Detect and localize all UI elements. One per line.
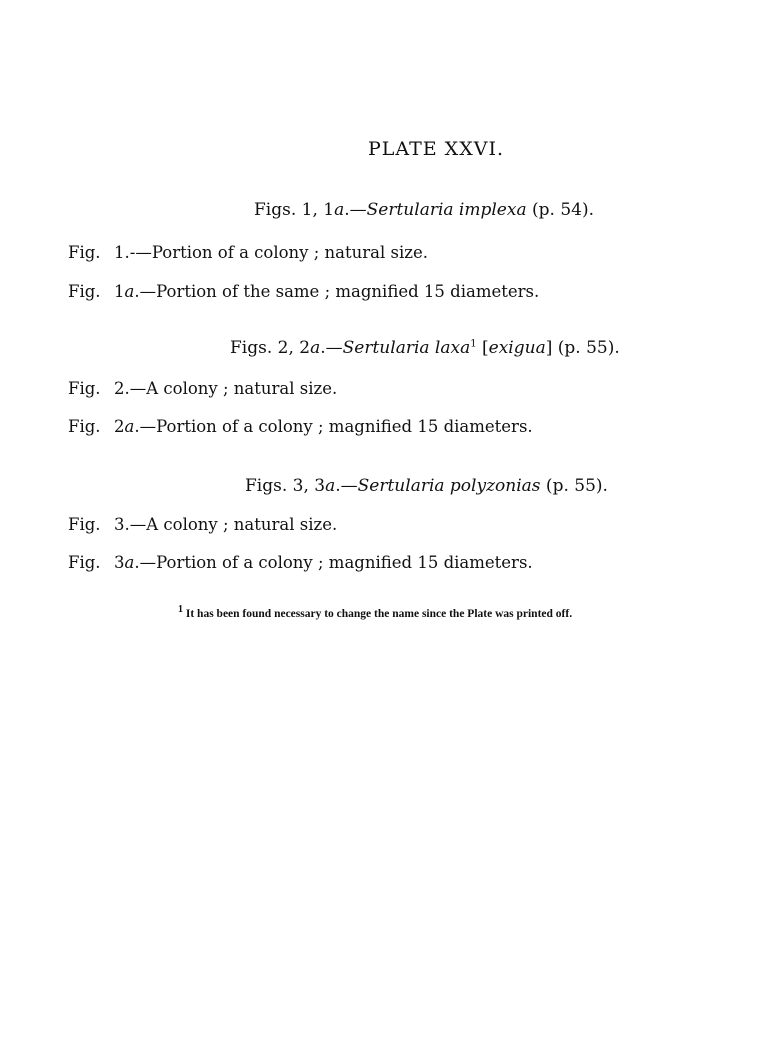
section-heading-2 <box>230 338 620 358</box>
fig-number: 2. <box>114 379 130 398</box>
bracket-open: [ <box>476 338 489 358</box>
fig-text: .—Portion of a colony ; magnified 15 diameters. <box>134 553 533 572</box>
heading-a: a <box>334 200 345 220</box>
plate-title: PLATE XXVI. <box>368 138 504 160</box>
fig-number: 1 <box>114 282 125 301</box>
fig-label: Fig. <box>68 243 101 262</box>
heading-a: a <box>325 476 336 496</box>
fig-text: .—Portion of the same ; magnified 15 diameters. <box>134 282 540 301</box>
species-name: Sertularia implexa <box>366 200 527 220</box>
fig-label: Fig. <box>68 417 101 436</box>
heading-dash: .— <box>320 338 343 358</box>
species-name: Sertularia laxa <box>342 338 471 358</box>
fig-text: —A colony ; natural size. <box>129 379 338 398</box>
fig-suffix: a <box>124 553 135 572</box>
figure-caption-1a <box>68 282 539 301</box>
footnote-marker: 1 <box>178 604 183 616</box>
fig-number: 2 <box>114 417 125 436</box>
heading-a: a <box>310 338 321 358</box>
footnote-marker: 1 <box>470 338 477 350</box>
footnote <box>178 604 573 620</box>
heading-dash: .— <box>335 476 358 496</box>
figure-caption-3 <box>68 515 337 534</box>
heading-prefix: Figs. 2, 2 <box>230 338 311 358</box>
fig-text: .—Portion of a colony ; magnified 15 diameters. <box>134 417 533 436</box>
figure-caption-2 <box>68 379 337 398</box>
page-ref: (p. 54). <box>526 200 594 220</box>
heading-prefix: Figs. 1, 1 <box>254 200 335 220</box>
fig-label: Fig. <box>68 553 101 572</box>
bracket-close: ] <box>545 338 553 358</box>
figure-caption-2a <box>68 417 533 436</box>
fig-suffix: a <box>124 417 135 436</box>
section-heading-3 <box>245 476 608 496</box>
fig-number: 1. <box>114 243 130 262</box>
fig-label: Fig. <box>68 282 101 301</box>
species-name: Sertularia polyzonias <box>357 476 541 496</box>
fig-number: 3 <box>114 553 125 572</box>
fig-text: -—Portion of a colony ; natural size. <box>129 243 428 262</box>
fig-label: Fig. <box>68 515 101 534</box>
heading-prefix: Figs. 3, 3 <box>245 476 326 496</box>
section-heading-1 <box>254 200 594 220</box>
page-ref: (p. 55). <box>552 338 620 358</box>
heading-dash: .— <box>344 200 367 220</box>
alternate-name: exigua <box>488 338 546 358</box>
figure-caption-3a <box>68 553 533 572</box>
fig-text: —A colony ; natural size. <box>129 515 338 534</box>
footnote-text: It has been found necessary to change the name since the Plate was printed off. <box>183 608 573 620</box>
fig-number: 3. <box>114 515 130 534</box>
fig-suffix: a <box>124 282 135 301</box>
figure-caption-1 <box>68 243 428 262</box>
page-ref: (p. 55). <box>540 476 608 496</box>
fig-label: Fig. <box>68 379 101 398</box>
